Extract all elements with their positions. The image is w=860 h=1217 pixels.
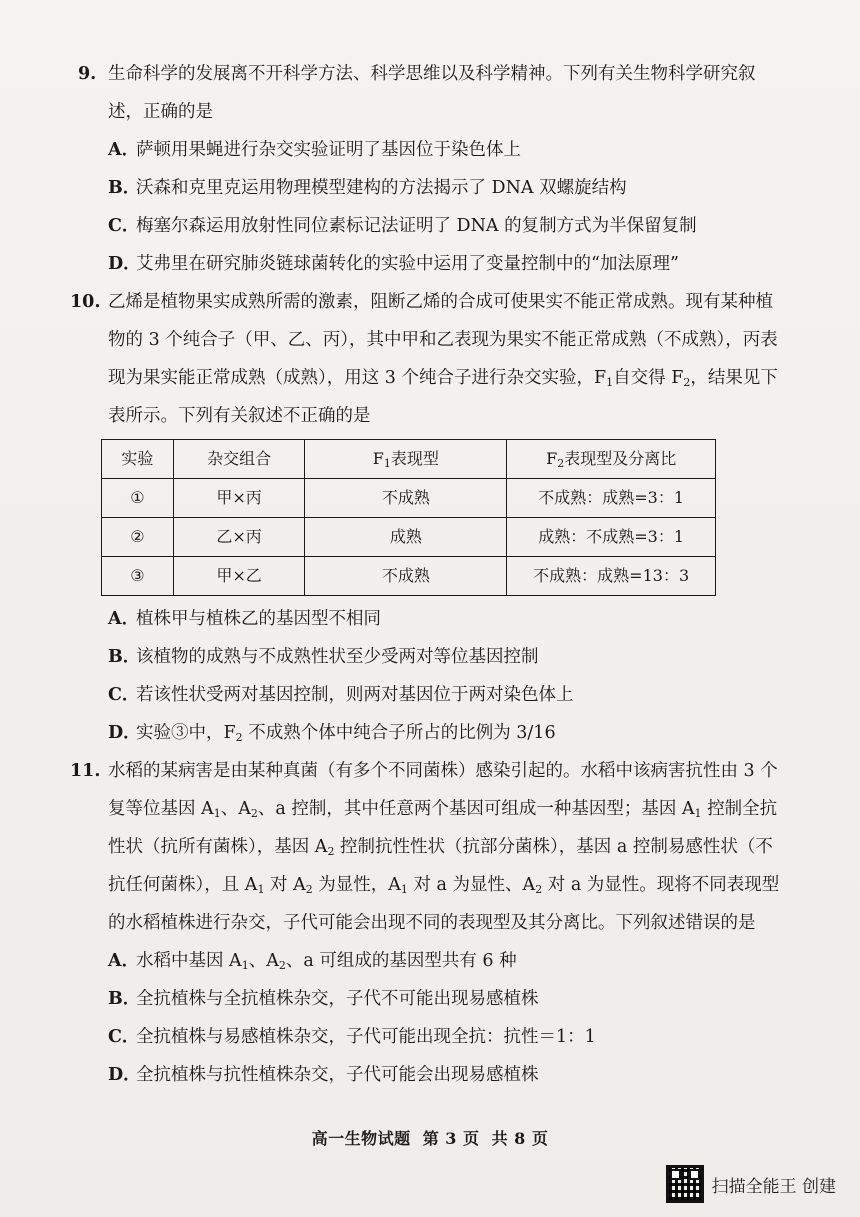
option-text: 梅塞尔森运用放射性同位素标记法证明了 DNA 的复制方式为半保留复制	[136, 216, 697, 236]
table-row: ③ 甲×乙 不成熟 不成熟：成熟=13：3	[102, 557, 716, 596]
question-number: 11.	[70, 761, 101, 781]
option-a: A．植株甲与植株乙的基因型不相同	[108, 609, 381, 629]
option-text: 若该性状受两对基因控制，则两对基因位于两对染色体上	[136, 685, 574, 705]
option-c: C．若该性状受两对基因控制，则两对基因位于两对染色体上	[108, 685, 574, 705]
option-d: D．艾弗里在研究肺炎链球菌转化的实验中运用了变量控制中的“加法原理”	[108, 254, 679, 274]
question-number: 9.	[78, 64, 97, 84]
option-d: D．全抗植株与抗性植株杂交，子代可能会出现易感植株	[108, 1065, 539, 1085]
question-11	[70, 752, 790, 1094]
stem-text: 生命科学的发展离不开科学方法、科学思维以及科学精神。下列有关生物科学研究叙述，正确的是	[108, 64, 756, 122]
question-stem: 10. 乙烯是植物果实成熟所需的激素，阻断乙烯的合成可使果实不能正常成熟。现有某种植物的 3 个纯合子（甲、乙、丙），其中甲和乙表现为果实不能正常成熟（不成熟），丙表现为果实能正常成熟（成熟），用这 3 个纯合子进行杂交实验，$F_1$自交得 $F_2$，结果见下表所示。下列有关叙述不正确的是	[78, 283, 790, 435]
option-text: 艾弗里在研究肺炎链球菌转化的实验中运用了变量控制中的“加法原理”	[136, 254, 679, 274]
option-d: D．实验③中，$F_2$ 不成熟个体中纯合子所占的比例为 3/16	[108, 723, 556, 744]
header-f2-phenotype-ratio: $F_2$表现型及分离比	[507, 440, 716, 479]
option-b: B．全抗植株与全抗植株杂交，子代不可能出现易感植株	[108, 989, 539, 1009]
header-experiment: 实验	[102, 440, 174, 479]
option-text: 全抗植株与全抗植株杂交，子代不可能出现易感植株	[136, 989, 539, 1009]
option-a: A．水稻中基因 $A_1$、$A_2$、a 可组成的基因型共有 6 种	[108, 951, 517, 972]
option-a: A．萨顿用果蝇进行杂交实验证明了基因位于染色体上	[108, 140, 521, 160]
question-stem	[78, 55, 790, 131]
option-text: 全抗植株与易感植株杂交，子代可能出现全抗：抗性＝1：1	[136, 1027, 596, 1047]
scanner-watermark	[666, 1165, 836, 1203]
option-c: C．梅塞尔森运用放射性同位素标记法证明了 DNA 的复制方式为半保留复制	[108, 216, 697, 236]
option-text: 植株甲与植株乙的基因型不相同	[136, 609, 381, 629]
footer-page: 第 3 页	[422, 1129, 480, 1148]
table-row: ② 乙×丙 成熟 成熟：不成熟=3：1	[102, 518, 716, 557]
table-row: ① 甲×丙 不成熟 不成熟：成熟=3：1	[102, 479, 716, 518]
footer-total: 共 8 页	[491, 1129, 549, 1148]
watermark-text: 扫描全能王 创建	[711, 1176, 836, 1197]
header-cross: 杂交组合	[173, 440, 305, 479]
option-b: B．沃森和克里克运用物理模型建构的方法揭示了 DNA 双螺旋结构	[108, 178, 627, 198]
option-b: B．该植物的成熟与不成熟性状至少受两对等位基因控制	[108, 647, 539, 667]
option-text: 全抗植株与抗性植株杂交，子代可能会出现易感植株	[136, 1065, 539, 1085]
question-9	[78, 55, 790, 283]
option-text: 沃森和克里克运用物理模型建构的方法揭示了 DNA 双螺旋结构	[136, 178, 627, 198]
page-footer	[0, 1126, 860, 1149]
option-text: 该植物的成熟与不成熟性状至少受两对等位基因控制	[136, 647, 539, 667]
question-number: 10.	[70, 292, 101, 312]
experiment-table	[101, 439, 716, 596]
question-10	[70, 283, 790, 752]
table-header-row	[102, 440, 716, 479]
option-c: C．全抗植株与易感植株杂交，子代可能出现全抗：抗性＝1：1	[108, 1027, 596, 1047]
qr-code-icon	[666, 1165, 704, 1203]
option-text: 萨顿用果蝇进行杂交实验证明了基因位于染色体上	[136, 140, 521, 160]
header-f1-phenotype: $F_1$表现型	[305, 440, 507, 479]
footer-title: 高一生物试题	[311, 1129, 411, 1148]
question-stem: 11. 水稻的某病害是由某种真菌（有多个不同菌株）感染引起的。水稻中该病害抗性由 3 个复等位基因 $A_1$、$A_2$、a 控制，其中任意两个基因可组成一种基因型；基因 $A_1$ 控制全抗性状（抗所有菌株），基因 $A_2$ 控制抗性性状（抗部分菌株），基因 a 控制易感性状（不抗任何菌株），且 $A_1$ 对 $A_2$ 为显性，$A_1$ 对 a 为显性、$A_2$ 对 a 为显性。现将不同表现型的水稻植株进行杂交，子代可能会出现不同的表现型及其分离比。下列叙述错误的是	[78, 752, 790, 942]
